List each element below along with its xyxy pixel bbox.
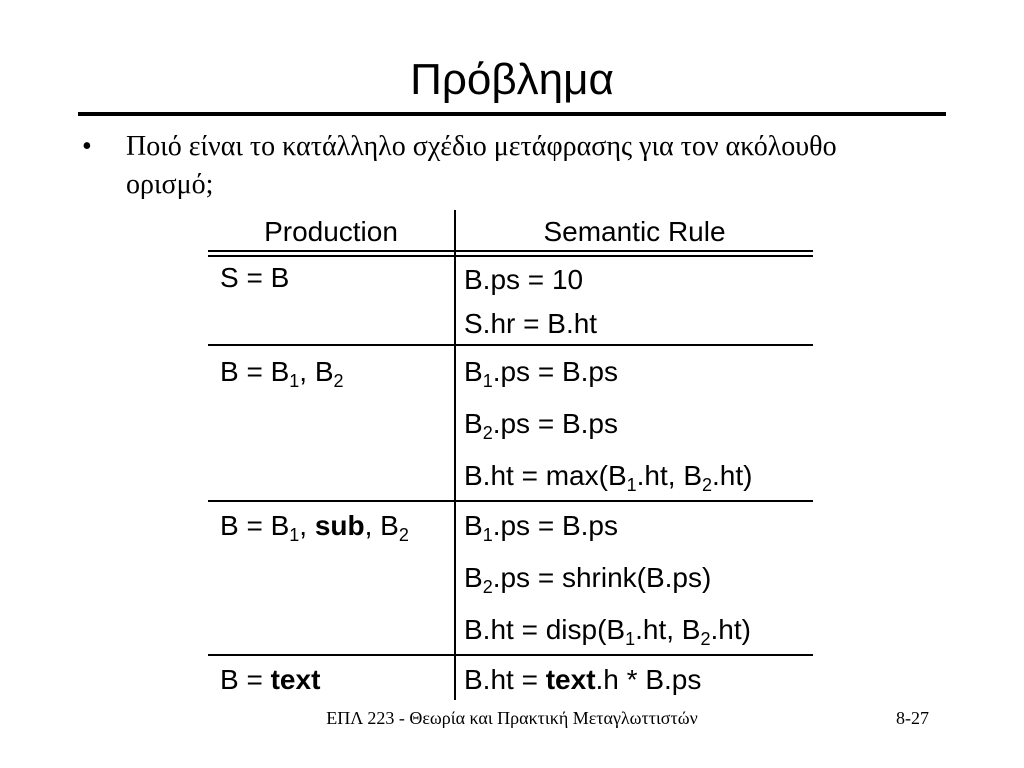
header-production: Production — [264, 216, 398, 247]
production-cell: S = B — [220, 262, 290, 293]
header-double-rule-top — [208, 250, 813, 252]
rule-cell: S.hr = B.ht — [464, 308, 598, 339]
row-separator — [208, 500, 813, 502]
rule-cell: $B_1.ps = B.ps$ — [464, 510, 618, 545]
rule-cell: $B_2.ps = B.ps$ — [464, 408, 618, 443]
bullet-dot: • — [82, 131, 92, 162]
rule-cell: $B_2.ps$ = shrink(B.ps) — [464, 562, 712, 597]
rule-cell: $B.ht = disp(B_1.ht$, $B_2.ht$) — [464, 614, 751, 649]
header-semantic-rule: Semantic Rule — [543, 216, 726, 247]
footer-page-number: 8-27 — [896, 708, 929, 728]
production-cell: $B = B_1$, $B_2$ — [220, 356, 344, 391]
column-divider — [454, 210, 456, 700]
translation-scheme-table — [208, 210, 813, 700]
rule-cell: $B.ht = \max(B_1.ht$, $B_2.ht$) — [464, 460, 753, 495]
row-separator — [208, 344, 813, 346]
slide-title: Πρόβλημα — [410, 55, 614, 104]
header-double-rule-bottom — [208, 255, 813, 257]
bullet-text: Ποιό είναι το κατάλληλο σχέδιο μετάφρασης για τον ακόλουθο ορισμό; — [126, 131, 837, 200]
title-underline — [78, 112, 946, 116]
row-separator — [208, 654, 813, 656]
rule-cell: B.ps = 10 — [464, 264, 584, 295]
rule-cell: B.ht = text.h * B.ps — [464, 664, 702, 695]
rule-cell: $B_1.ps = B.ps$ — [464, 356, 618, 391]
footer-course-title: ΕΠΛ 223 - Θεωρία και Πρακτική Μεταγλωττιστών — [326, 708, 698, 728]
production-cell: B = text — [220, 664, 321, 695]
production-cell: $B = B_1$, sub, $B_2$ — [220, 510, 409, 545]
